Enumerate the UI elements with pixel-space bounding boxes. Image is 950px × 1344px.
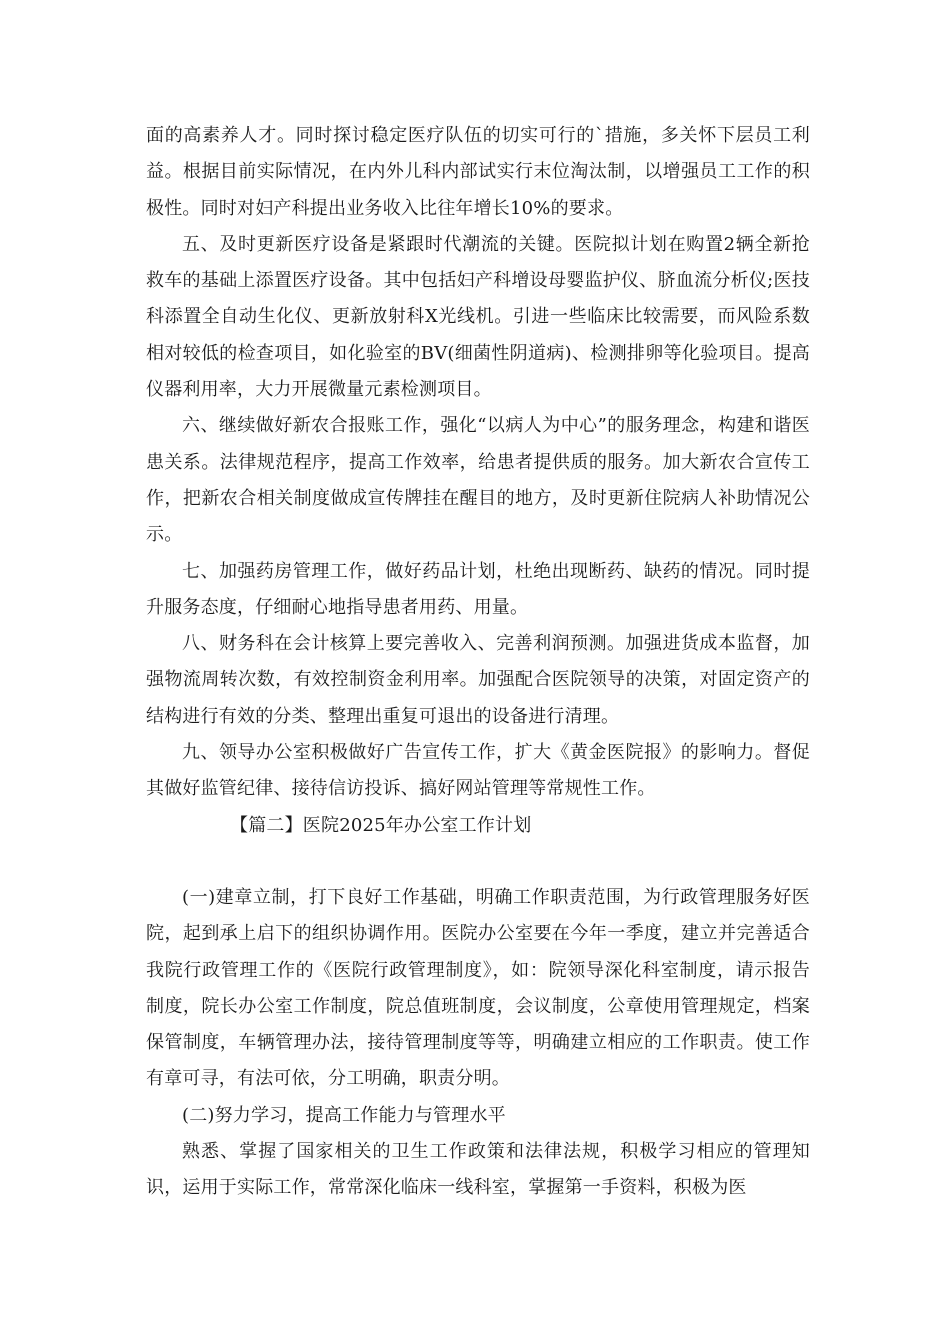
paragraph-item-seven: 七、加强药房管理工作，做好药品计划，杜绝出现断药、缺药的情况。同时提升服务态度，仔细耐心地指导患者用药、用量。 [146, 560, 810, 618]
paragraph-section-one: (一)建章立制，打下良好工作基础，明确工作职责范围，为行政管理服务好医院，起到承上启下的组织协调作用。医院办公室要在今年一季度，建立并完善适合我院行政管理工作的《医院行政管理制度》，如：院领导深化科室制度，请示报告制度，院长办公室工作制度，院总值班制度，会议制度，公章使用管理规定，档案保管制度，车辆管理办法，接待管理制度等等，明确建立相应的工作职责。使工作有章可寻，有法可依，分工明确，职责分明。 [146, 886, 810, 1090]
paragraph-section-two-title: (二)努力学习，提高工作能力与管理水平 [182, 1104, 506, 1126]
paragraph-item-nine: 九、领导办公室积极做好广告宣传工作，扩大《黄金医院报》的影响力。督促其做好监管纪律、接待信访投诉、搞好网站管理等常规性工作。 [146, 742, 810, 800]
paragraph-item-five: 五、及时更新医疗设备是紧跟时代潮流的关键。医院拟计划在购置2辆全新抢救车的基础上添置医疗设备。其中包括妇产科增设母婴监护仪、脐血流分析仪;医技科添置全自动生化仪、更新放射科X光线机。引进一些临床比较需要，而风险系数相对较低的检查项目，如化验室的BV(细菌性阴道病)、检测排卵等化验项目。提高仪器利用率，大力开展微量元素检测项目。 [146, 233, 810, 401]
document-body [146, 118, 810, 1207]
paragraph-section-two-body: 熟悉、掌握了国家相关的卫生工作政策和法律法规，积极学习相应的管理知识，运用于实际工作，常常深化临床一线科室，掌握第一手资料，积极为医 [146, 1141, 810, 1199]
paragraph-continued: 面的高素养人才。同时探讨稳定医疗队伍的切实可行的`措施，多关怀下层员工利益。根据目前实际情况，在内外儿科内部试实行末位淘汰制，以增强员工工作的积极性。同时对妇产科提出业务收入比往年增长10%的要求。 [146, 125, 810, 219]
paragraph-item-eight: 八、财务科在会计核算上要完善收入、完善利润预测。加强进货成本监督，加强物流周转次数，有效控制资金利用率。加强配合医院领导的决策，对固定资产的结构进行有效的分类、整理出重复可退出的设备进行清理。 [146, 633, 810, 727]
paragraph-item-six: 六、继续做好新农合报账工作，强化“以病人为中心”的服务理念，构建和谐医患关系。法律规范程序，提高工作效率，给患者提供质的服务。加大新农合宣传工作，把新农合相关制度做成宣传牌挂在醒目的地方，及时更新住院病人补助情况公示。 [146, 415, 810, 546]
section-heading: 【篇二】医院2025年办公室工作计划 [230, 814, 532, 836]
